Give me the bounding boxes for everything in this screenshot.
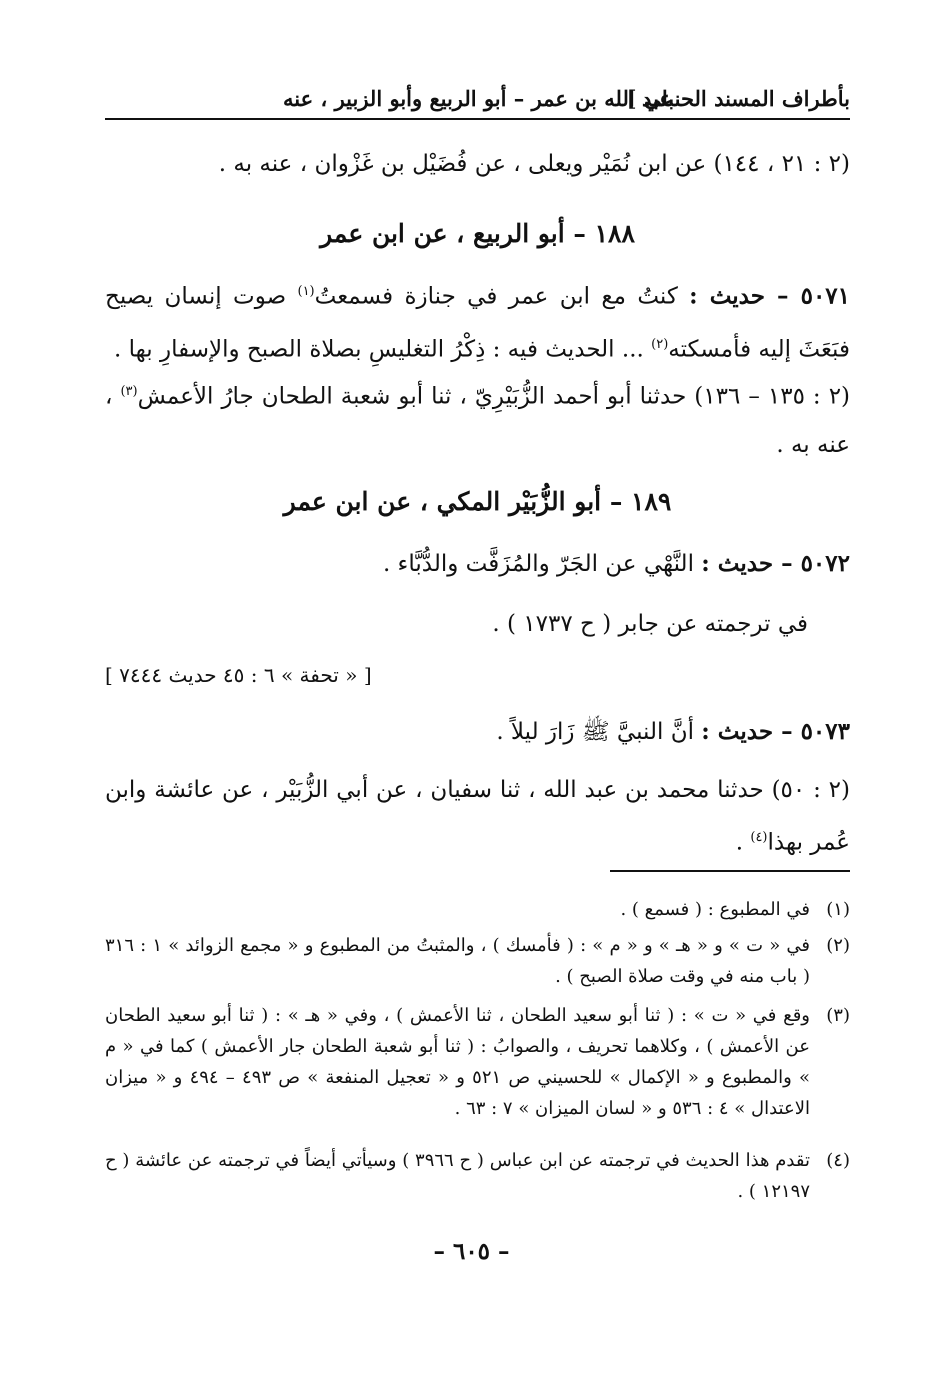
running-head-book-title: بأطراف المسند الحنبلي ] xyxy=(626,86,850,111)
footnote-3-number: (٣) xyxy=(826,1005,850,1026)
footnote-ref-2: (٢) xyxy=(651,336,669,352)
source-line-1: (٢ : ٢١ ، ١٤٤) عن ابن نُمَيْر ويعلى ، عن فُضَيْل بن غَزْوان ، عنه به . xyxy=(218,151,850,177)
footnote-2-number: (٢) xyxy=(826,935,850,956)
section-heading-188: ١٨٨ – أبو الربيع ، عن ابن عمر xyxy=(320,219,635,248)
hadith-5071 xyxy=(105,268,850,373)
hadith-5071-number: ٥٠٧١ – حديث : xyxy=(689,282,851,310)
source-2-text-b: ، عنه به . xyxy=(105,383,850,458)
running-head-chapter: عبد الله بن عمر – أبو الربيع وأبو الزبير ، عنه xyxy=(283,86,672,111)
footnote-4-text: تقدم هذا الحديث في ترجمته عن ابن عباس ( ح ٣٩٦٦ ) وسيأتي أيضاً في ترجمته عن عائشة ( ح ١٢١٩٧ ) . xyxy=(105,1150,810,1202)
source-line-2 xyxy=(105,368,850,469)
footnote-1-text: في المطبوع : ( فسمع ) . xyxy=(620,899,810,920)
source-3-text-a: (٢ : ٥٠) حدثنا محمد بن عبد الله ، ثنا سفيان ، عن أبي الزُّبَيْر ، عن عائشة وابن عُمر بهذا xyxy=(105,777,850,856)
cross-reference: في ترجمته عن جابر ( ح ١٧٣٧ ) . xyxy=(492,611,808,637)
hadith-5073-number: ٥٠٧٣ – حديث : xyxy=(701,718,850,745)
footnote-3-text: وقع في « ت » : ( ثنا أبو سعيد الطحان ، ثنا الأعمش ) ، وفي « هـ » : ( ثنا أبو سعيد الطحان عن الأعمش ) ، وكلاهما تحريف ، والصوابُ : ( ثنا أبو شعبة الطحان جار الأعمش ) كما في « م » والمطبوع و « الإكمال » للحسيني ص ٥٢١ و « تعجيل المنفعة » ص ٤٩٣ – ٤٩٤ و « ميزان الاعتدال » ٤ : ٥٣٦ و « لسان الميزان » ٧ : ٦٣ . xyxy=(105,1005,810,1119)
page-number: – ٦٠٥ – xyxy=(433,1238,510,1265)
footnote-4-number: (٤) xyxy=(826,1150,850,1171)
hadith-5072 xyxy=(105,540,850,588)
hadith-5071-text-b: صوت إنسان يصيح فبَعَثَ إليه فأمسكته xyxy=(105,283,850,363)
source-3-text-b: . xyxy=(735,829,744,856)
hadith-5072-text: النَّهْي عن الجَرّ والمُزَفَّت والدُّبَّاء . xyxy=(382,551,694,577)
footnote-ref-3: (٣) xyxy=(120,384,138,399)
footnote-1 xyxy=(105,894,850,925)
running-head xyxy=(105,82,850,120)
footnote-2-text: في « ت » و « هـ » و « م » : ( فأمسك ) ، والمثبتُ من المطبوع و « مجمع الزوائد » ١ : ٣١٦ ( باب منه في وقت صلاة الصبح ) . xyxy=(105,935,810,987)
footnote-ref-4: (٤) xyxy=(750,830,768,845)
hadith-5071-text-a: كنتُ مع ابن عمر في جنازة فسمعتُ xyxy=(314,283,678,310)
hadith-5073-text: أنَّ النبيَّ ﷺ زَارَ ليلاً . xyxy=(496,719,694,745)
footnote-4 xyxy=(105,1145,850,1207)
hadith-5073 xyxy=(105,708,850,756)
footnote-1-number: (١) xyxy=(826,899,850,920)
footnote-3 xyxy=(105,1000,850,1124)
tuhfa-citation: [ « تحفة » ٦ : ٤٥ حديث ٧٤٤٤ ] xyxy=(105,663,372,687)
hadith-5072-number: ٥٠٧٢ – حديث : xyxy=(701,550,850,577)
hadith-5071-text-c: ... الحديث فيه : ذِكْرُ التغليسِ بصلاة الصبح والإسفارِ بها . xyxy=(114,336,644,363)
footnote-separator xyxy=(610,870,850,872)
footnote-2 xyxy=(105,930,850,992)
section-heading-189: ١٨٩ – أبو الزُّبَيْر المكي ، عن ابن عمر xyxy=(283,487,672,516)
source-line-3 xyxy=(105,766,850,867)
footnote-ref-1: (١) xyxy=(297,284,315,299)
source-2-text-a: (٢ : ١٣٥ – ١٣٦) حدثنا أبو أحمد الزُّبَيْرِيّ ، ثنا أبو شعبة الطحان جارُ الأعمش xyxy=(137,383,851,410)
